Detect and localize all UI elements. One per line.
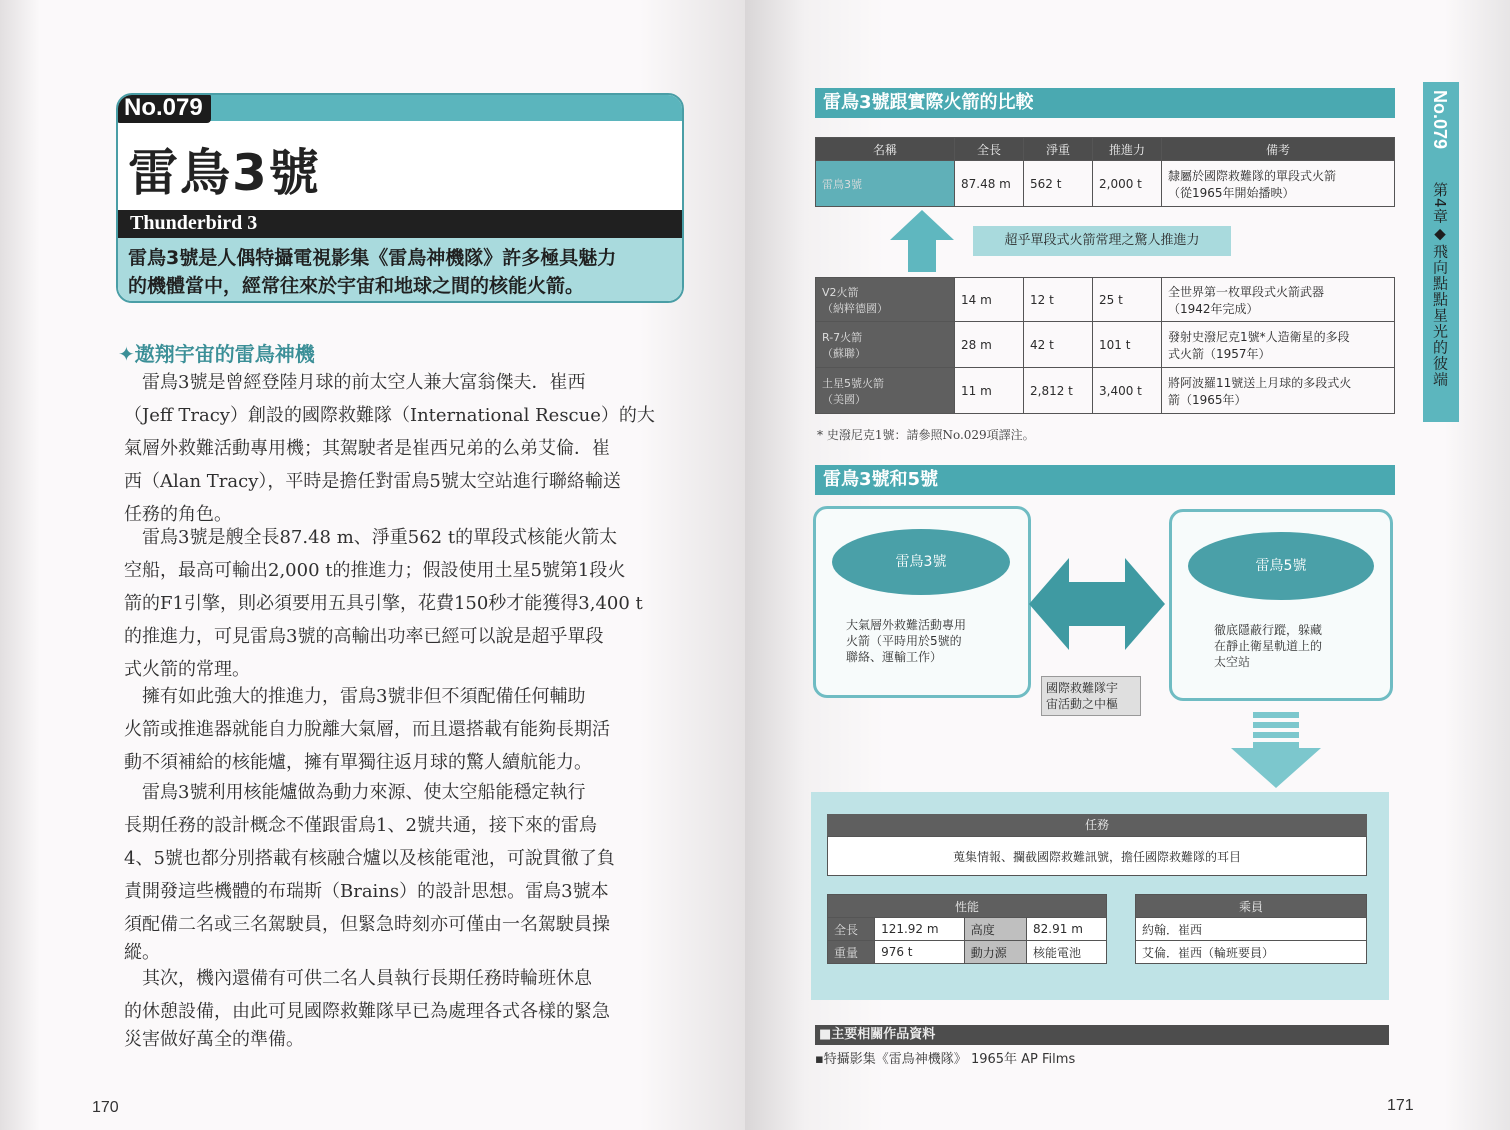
note-line: （1942年完成） <box>1168 301 1259 316</box>
spec-value: 976 t <box>875 941 965 964</box>
text-line: 其次，機內還備有可供二名人員執行長期任務時輪班休息 <box>124 968 592 989</box>
page-title: 雷鳥3號 <box>128 144 321 202</box>
column-header: 備考 <box>1162 138 1395 161</box>
description-line: 徹底隱蔽行蹤，躲藏 <box>1214 623 1323 637</box>
tb5-box <box>1169 509 1393 701</box>
entry-number: No.079 <box>116 93 211 123</box>
tb3-description <box>846 617 1016 665</box>
text-line: 的推進力，可見雷鳥3號的高輸出功率已經可以說是超乎單段 <box>124 626 604 647</box>
column-header: 名稱 <box>816 138 955 161</box>
crew-header: 乘員 <box>1136 895 1367 918</box>
table-row <box>816 368 1395 414</box>
crew-table <box>1135 894 1367 964</box>
note-line: 箭（1965年） <box>1168 392 1247 407</box>
description-line: 火箭（平時用於5號的 <box>846 634 962 648</box>
note-line: （從1965年開始播映） <box>1168 185 1295 200</box>
crew-member: 艾倫．崔西（輪班要員） <box>1136 941 1367 964</box>
performance-header: 性能 <box>828 895 1107 918</box>
table-row <box>816 161 1395 207</box>
length-cell: 28 m <box>955 322 1024 368</box>
page-number: 171 <box>1387 1097 1414 1114</box>
up-arrow-icon <box>890 210 954 272</box>
text-line: 雷鳥3號是艘全長87.48 m、淨重562 t的單段式核能火箭太 <box>124 527 618 548</box>
rocket-origin-line: （納粹德國） <box>822 301 888 315</box>
text-line: （Jeff Tracy）創設的國際救難隊（International Rescue）的大 <box>124 405 655 426</box>
column-header: 全長 <box>955 138 1024 161</box>
down-arrow-icon <box>1231 712 1321 788</box>
thrust-cell: 2,000 t <box>1093 161 1162 207</box>
text-line: 式火箭的常理。 <box>124 659 250 680</box>
length-cell: 11 m <box>955 368 1024 414</box>
description-line: 太空站 <box>1214 655 1251 669</box>
text-line: 須配備二名或三名駕駛員，但緊急時刻亦可僅由一名駕駛員操 <box>124 914 610 935</box>
rocket-name-line: R-7火箭 <box>822 330 863 344</box>
note-line: 發射史潑尼克1號*人造衛星的多段 <box>1168 329 1350 344</box>
note-cell <box>1162 278 1395 322</box>
crew-member: 約翰．崔西 <box>1136 918 1367 941</box>
spec-value: 核能電池 <box>1027 941 1107 964</box>
note-cell <box>1162 322 1395 368</box>
column-header: 推進力 <box>1093 138 1162 161</box>
double-arrow-icon <box>1029 558 1165 650</box>
rocket-name-line: 土星5號火箭 <box>822 376 884 390</box>
spec-label: 動力源 <box>964 941 1026 964</box>
side-tab-number: No.079 <box>1430 90 1450 150</box>
spec-value: 121.92 m <box>875 918 965 941</box>
tb3-box <box>813 506 1031 698</box>
tb5-label: 雷鳥5號 <box>1188 532 1374 600</box>
table-row <box>816 278 1395 322</box>
note-line: 隸屬於國際救難隊的單段式火箭 <box>1168 168 1337 183</box>
note-line: 式火箭（1957年） <box>1168 346 1271 361</box>
hub-label-line: 宙活動之中樞 <box>1046 697 1119 711</box>
weight-cell: 562 t <box>1024 161 1093 207</box>
description-line: 在靜止衛星軌道上的 <box>1214 639 1323 653</box>
spec-label: 高度 <box>964 918 1026 941</box>
rocket-origin-line: （美國） <box>822 392 866 406</box>
callout-box: 超乎單段式火箭常理之驚人推進力 <box>973 226 1231 256</box>
text-line: 火箭或推進器就能自力脫離大氣層，而且還搭載有能夠長期活 <box>124 719 610 740</box>
comparison-heading: 雷鳥3號跟實際火箭的比較 <box>815 88 1395 118</box>
text-line: 動不須補給的核能爐，擁有單獨往返月球的驚人續航能力。 <box>124 752 592 773</box>
summary-line: 雷鳥3號是人偶特攝電視影集《雷鳥神機隊》許多極具魅力 <box>128 247 617 269</box>
table-row <box>816 322 1395 368</box>
english-title: Thunderbird 3 <box>130 212 258 234</box>
mission-text: 蒐集情報、攔截國際救難訊號，擔任國際救難隊的耳目 <box>827 836 1367 876</box>
text-line: 責開發這些機體的布瑞斯（Brains）的設計思想。雷鳥3號本 <box>124 881 609 902</box>
text-line: 任務的角色。 <box>124 504 232 525</box>
weight-cell: 2,812 t <box>1024 368 1093 414</box>
text-line: 4、5號也都分別搭載有核融合爐以及核能電池，可說貫徹了負 <box>124 848 615 869</box>
comparison-table-top <box>815 137 1395 207</box>
column-header: 淨重 <box>1024 138 1093 161</box>
table-row <box>828 918 1107 941</box>
table-header-row <box>816 138 1395 161</box>
comparison-table-bottom <box>815 277 1395 414</box>
rocket-name <box>816 368 955 414</box>
summary-line: 的機體當中，經常往來於宇宙和地球之間的核能火箭。 <box>128 275 585 297</box>
footnote: * 史潑尼克1號：請參照No.029項譯注。 <box>817 428 1035 442</box>
left-page <box>0 0 745 1130</box>
hub-label-line: 國際救難隊宇 <box>1046 681 1119 695</box>
thrust-cell: 25 t <box>1093 278 1162 322</box>
text-line: 西（Alan Tracy），平時是擔任對雷鳥5號太空站進行聯絡輸送 <box>124 471 621 492</box>
text-line: 雷鳥3號利用核能爐做為動力來源、使太空船能穩定執行 <box>124 782 586 803</box>
length-cell: 87.48 m <box>955 161 1024 207</box>
hub-label <box>1041 676 1141 716</box>
tb3-label: 雷鳥3號 <box>832 529 1010 595</box>
spec-value: 82.91 m <box>1027 918 1107 941</box>
rocket-name: 雷鳥3號 <box>816 161 955 207</box>
text-line: 災害做好萬全的準備。 <box>124 1029 304 1050</box>
source-text: ▪特攝影集《雷鳥神機隊》 1965年 AP Films <box>815 1052 1076 1067</box>
length-cell: 14 m <box>955 278 1024 322</box>
thrust-cell: 3,400 t <box>1093 368 1162 414</box>
performance-table <box>827 894 1107 964</box>
description-line: 大氣層外救難活動專用 <box>846 618 967 632</box>
text-line: 氣層外救難活動專用機；其駕駛者是崔西兄弟的么弟艾倫．崔 <box>124 438 610 459</box>
tb5-details-panel <box>811 792 1389 1000</box>
tb3-tb5-heading: 雷鳥3號和5號 <box>815 465 1395 495</box>
weight-cell: 42 t <box>1024 322 1093 368</box>
title-box <box>116 93 684 303</box>
section-heading: ✦遨翔宇宙的雷鳥神機 <box>118 342 315 366</box>
spec-label: 全長 <box>828 918 875 941</box>
weight-cell: 12 t <box>1024 278 1093 322</box>
rocket-name <box>816 278 955 322</box>
rocket-name <box>816 322 955 368</box>
spec-label: 重量 <box>828 941 875 964</box>
text-line: 的休憩設備，由此可見國際救難隊早已為處理各式各樣的緊急 <box>124 1001 610 1022</box>
text-line: 擁有如此強大的推進力，雷鳥3號非但不須配備任何輔助 <box>124 686 586 707</box>
note-line: 全世界第一枚單段式火箭武器 <box>1168 284 1325 299</box>
side-tab-chapter: 第4章◆飛向點點星光的彼端 <box>1431 182 1449 388</box>
text-line: 長期任務的設計概念不僅跟雷鳥1、2號共通，接下來的雷鳥 <box>124 815 597 836</box>
thrust-cell: 101 t <box>1093 322 1162 368</box>
table-row <box>828 941 1107 964</box>
text-line: 空船，最高可輸出2,000 t的推進力；假設使用土星5號第1段火 <box>124 560 626 581</box>
source-heading: ■主要相關作品資料 <box>815 1025 1389 1045</box>
mission-header: 任務 <box>827 814 1367 836</box>
text-line: 縱。 <box>124 942 160 963</box>
chapter-side-tab <box>1423 82 1459 422</box>
description-line: 聯絡、運輸工作） <box>846 650 943 664</box>
rocket-origin-line: （蘇聯） <box>822 346 866 360</box>
rocket-name-line: V2火箭 <box>822 285 859 299</box>
tb5-description <box>1214 622 1374 670</box>
page-number: 170 <box>92 1099 119 1116</box>
text-line: 雷鳥3號是曾經登陸月球的前太空人兼大富翁傑夫．崔西 <box>124 372 586 393</box>
note-cell <box>1162 368 1395 414</box>
right-page <box>745 0 1510 1130</box>
text-line: 箭的F1引擎，則必須要用五具引擎，花費150秒才能獲得3,400 t <box>124 593 643 614</box>
note-cell <box>1162 161 1395 207</box>
note-line: 將阿波羅11號送上月球的多段式火 <box>1168 375 1352 390</box>
